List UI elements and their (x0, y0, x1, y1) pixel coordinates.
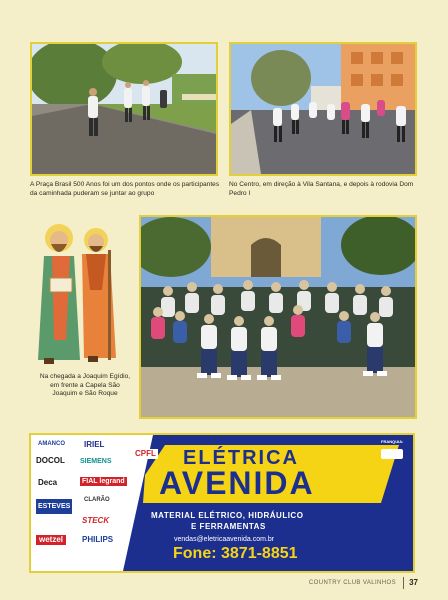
franquia-logo-icon (381, 449, 403, 459)
ad-email[interactable]: vendas@eletricaavenida.com.br (174, 536, 275, 543)
sponsor-logos (34, 439, 125, 567)
ad-subtitle-line2: E FERRAMENTAS (191, 522, 266, 531)
photo-centro-scene (231, 44, 415, 174)
ad-title-line1: ELÉTRICA (183, 447, 299, 469)
caption-centro: No Centro, em direção à Vila Santana, e depois à rodovia Dom Pedro I (229, 181, 414, 197)
sponsor-iriel: IRIEL (84, 440, 105, 449)
photo-group-scene (141, 217, 415, 417)
footer-separator (403, 577, 404, 589)
sponsor-steck: STECK (82, 516, 110, 525)
sponsor-philips: PHILIPS (82, 535, 114, 544)
photo-centro (229, 42, 417, 176)
saints-illustration (24, 220, 124, 370)
sponsor-fial-legrand: FIAL legrand (82, 478, 125, 485)
franquia-label: FRANQUIA: (381, 439, 404, 444)
advertisement-eletrica-avenida (29, 433, 415, 573)
photo-group-capela (139, 215, 417, 419)
caption-praca: A Praça Brasil 500 Anos foi um dos pontos onde os participantes da caminhada puderam se juntar ao grupo (30, 181, 220, 197)
padrao-label: PADRÃO: (133, 439, 152, 444)
sponsor-deca: Deca (38, 478, 58, 487)
photo-praca-brasil (30, 42, 218, 176)
ad-phone: Fone: 3871-8851 (173, 545, 298, 562)
ad-subtitle-line1: MATERIAL ELÉTRICO, HIDRÁULICO (151, 511, 304, 520)
ad-title-line2: AVENIDA (159, 465, 315, 501)
footer-magazine-name: COUNTRY CLUB VALINHOS (308, 580, 396, 586)
sponsor-esteves: ESTEVES (36, 499, 72, 514)
sponsor-wetzel: wetzel (36, 535, 66, 545)
photo-praca-scene (32, 44, 216, 174)
page-number: 37 (409, 578, 418, 587)
sponsor-clarao: CLARÃO (84, 497, 110, 503)
caption-capela: Na chegada a Joaquim Egídio, em frente a Capela São Joaquim e São Roque (39, 373, 131, 398)
sponsor-docol: DOCOL (36, 456, 65, 465)
sponsor-amanco: AMANCO (38, 441, 65, 447)
sponsor-siemens: SIEMENS (80, 458, 112, 465)
cpfl-logo: CPFL (135, 449, 156, 458)
